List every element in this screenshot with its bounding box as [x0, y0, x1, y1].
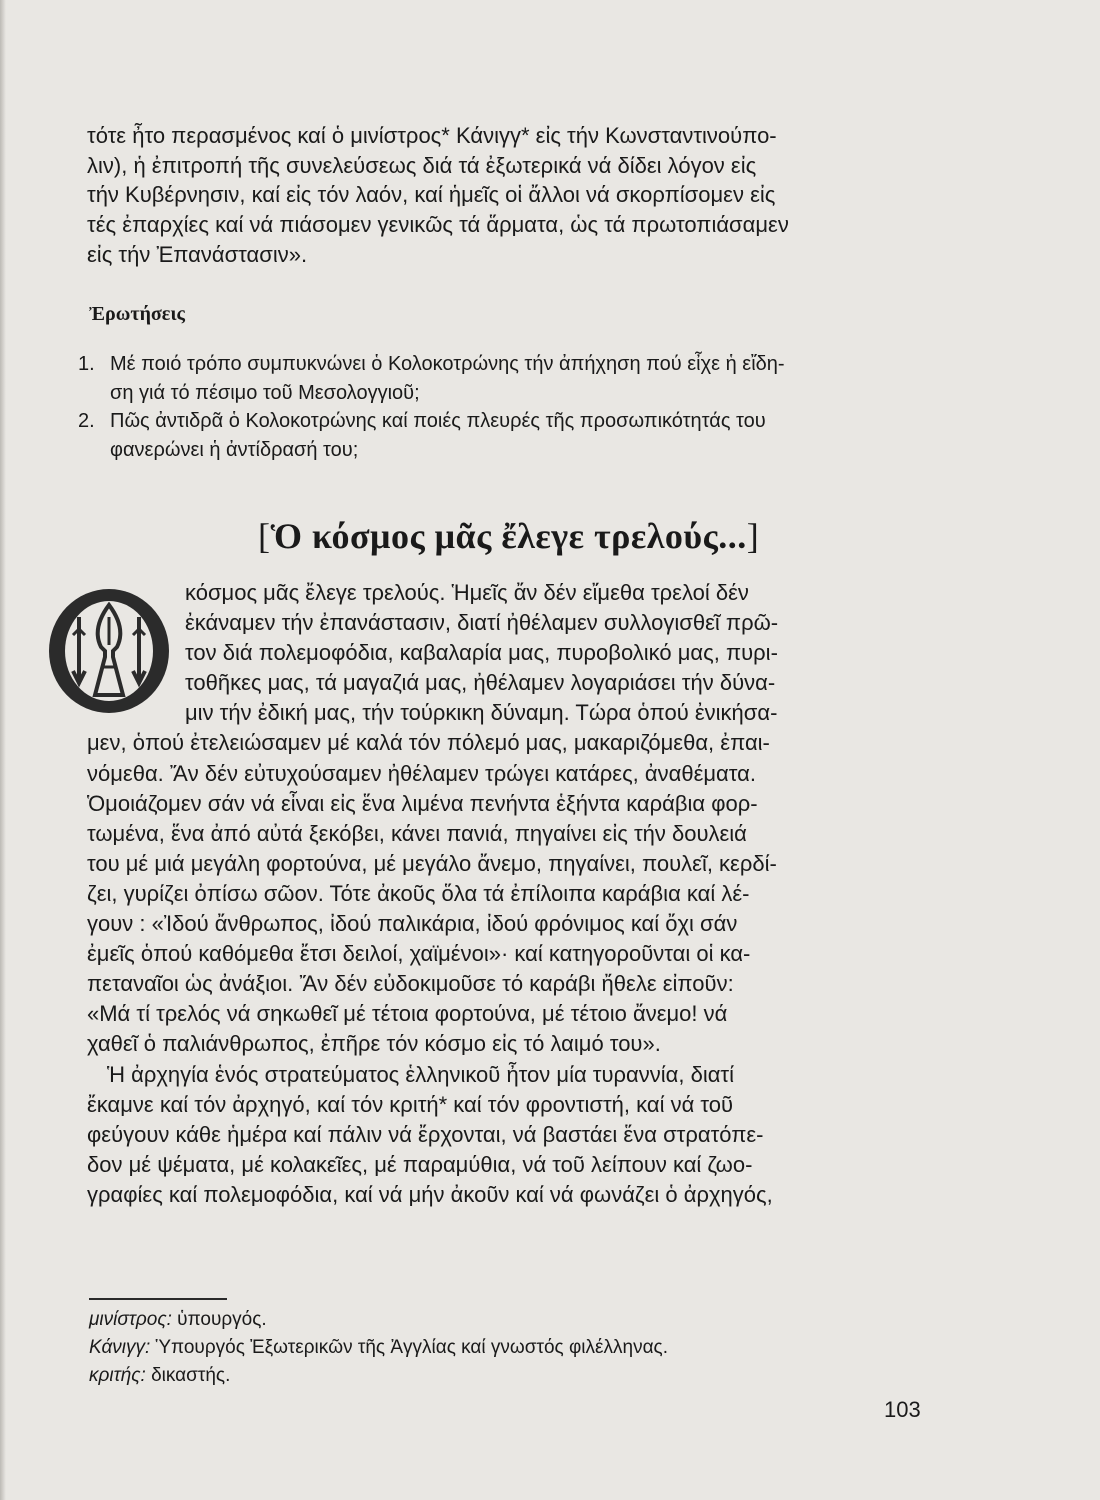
text-line: νόμεθα. Ἄν δέν εὐτυχούσαμεν ἠθέλαμεν τρώγει κατάρες, ἀναθέματα.: [87, 760, 756, 786]
question-line: φανερώνει ἡ ἀντίδρασή του;: [110, 438, 359, 461]
text-line: λιν), ἡ ἐπιτροπή τῆς συνελεύσεως διά τά ἐξωτερικά νά δίδει λόγον εἰς: [87, 152, 757, 178]
questions-heading: Ἐρωτήσεις: [89, 303, 185, 325]
text-line: ἐκάναμεν τήν ἐπανάστασιν, διατί ἠθέλαμεν συλλογισθεῖ πρῶ-: [185, 610, 779, 636]
footnote: [89, 1334, 668, 1362]
binding-shadow: [0, 0, 6, 1500]
footnotes: [89, 1306, 668, 1390]
text-line: ἐμεῖς ὁπού καθόμεθα ἔτσι δειλοί, χαϊμένοι»· καί κατηγοροῦνται οἱ κα-: [87, 941, 751, 967]
section-title-text: Ὁ κόσμος μᾶς ἔλεγε τρελούς...: [270, 516, 747, 556]
section-title: [258, 515, 759, 557]
text-line: Ἡ ἀρχηγία ἑνός στρατεύματος ἑλληνικοῦ ἦτον μία τυραννία, διατί: [107, 1061, 735, 1087]
text-line: εἰς τήν Ἐπανάστασιν».: [87, 241, 308, 267]
text-line: ζει, γυρίζει ὀπίσω σῶον. Τότε ἀκοῦς ὅλα τά ἐπίλοιπα καράβια καί λέ-: [87, 880, 750, 906]
text-line: χαθεῖ ὁ παλιάνθρωπος, ἐπῆρε τόν κόσμο εἰς τό λαιμό του».: [87, 1031, 661, 1057]
text-line: γουν : «Ἰδού ἄνθρωπος, ἰδού παλικάρια, ἰδού φρόνιμος καί ὄχι σάν: [87, 911, 738, 937]
text-line: μιν τήν ἐδική μας, τήν τούρκικη δύναμη. Τώρα ὁπού ἐνικήσα-: [185, 700, 778, 726]
text-line: πεταναῖοι ὡς ἀνάξιοι. Ἄν δέν εὐδοκιμοῦσε τό καράβι ἤθελε εἰποῦν:: [87, 971, 734, 997]
text-line: τοθῆκες μας, τά μαγαζιά μας, ἠθέλαμεν λογαριάσει τήν δύνα-: [185, 670, 776, 696]
question-line: Πῶς ἀντιδρᾶ ὁ Κολοκοτρώνης καί ποιές πλευρές τῆς προσωπικότητάς του: [110, 410, 766, 432]
section-body: [87, 578, 939, 1210]
bracket-close: ]: [746, 516, 760, 556]
question-line: Μέ ποιό τρόπο συμπυκνώνει ὁ Κολοκοτρώνης τήν ἀπήχηση πού εἶχε ἡ εἴδη-: [110, 353, 785, 375]
text-line: τές ἐπαρχίες καί νά πιάσομεν γενικῶς τά ἅρματα, ὡς τά πρωτοπιάσαμεν: [87, 212, 789, 238]
question-number: 1.: [78, 353, 95, 375]
text-line: τωμένα, ἕνα ἀπό αὐτά ξεκόβει, κάνει πανιά, πηγαίνει εἰς τήν δουλειά: [87, 820, 747, 846]
text-line: του μέ μιά μεγάλη φορτούνα, μέ μεγάλο ἄνεμο, πηγαίνει, πουλεῖ, κερδί-: [87, 850, 777, 876]
question-item: [78, 407, 948, 464]
footnote-term: κριτής:: [89, 1365, 146, 1386]
text-line: τον διά πολεμοφόδια, καβαλαρία μας, πυροβολικό μας, πυρι-: [185, 640, 778, 666]
footnote-definition: δικαστής.: [151, 1365, 231, 1386]
questions-list: [78, 350, 948, 464]
text-line: δον μέ ψέματα, μέ κολακεῖες, μέ παραμύθια, νά τοῦ λείπουν καί ζωο-: [87, 1151, 753, 1177]
footnote: [89, 1306, 668, 1334]
question-line: ση γιά τό πέσιμο τοῦ Μεσολογγιοῦ;: [110, 381, 420, 404]
text-line: Ὁμοιάζομεν σάν νά εἶναι εἰς ἕνα λιμένα πενήντα ἑξήντα καράβια φορ-: [87, 790, 758, 816]
text-line: «Μά τί τρελός νά σηκωθεῖ μέ τέτοια φορτούνα, μέ τέτοιο ἄνεμο! νά: [87, 1001, 728, 1027]
text-line: κόσμος μᾶς ἔλεγε τρελούς. Ἡμεῖς ἄν δέν εἴμεθα τρελοί δέν: [185, 580, 749, 605]
question-item: [78, 350, 948, 407]
bracket-open: [: [258, 516, 271, 556]
footnote-term: Κάνιγγ:: [89, 1337, 151, 1358]
footnote-definition: Ὑπουργός Ἐξωτερικῶν τῆς Ἀγγλίας καί γνωστός φιλέλληνας.: [155, 1337, 668, 1358]
footnote-divider: [89, 1298, 227, 1300]
footnote: [89, 1362, 668, 1390]
intro-paragraph: [87, 121, 939, 270]
question-number: 2.: [78, 410, 95, 432]
text-line: ἔκαμνε καί τόν ἀρχηγό, καί τόν κριτή* καί τόν φροντιστή, καί νά τοῦ: [87, 1091, 734, 1117]
footnote-definition: ὑπουργός.: [177, 1309, 267, 1330]
text-line: τότε ἦτο περασμένος καί ὁ μινίστρος* Κάνιγγ* εἰς τήν Κωνσταντινούπο-: [87, 123, 777, 148]
footnote-term: μινίστρος:: [89, 1309, 172, 1330]
text-line: φεύγουν κάθε ἡμέρα καί πάλιν νά ἔρχονται, νά βαστάει ἕνα στρατόπε-: [87, 1121, 764, 1147]
page-number: 103: [884, 1397, 921, 1422]
text-line: τήν Κυβέρνησιν, καί εἰς τόν λαόν, καί ἡμεῖς οἱ ἄλλοι νά σκορπίσομεν εἰς: [87, 182, 776, 208]
text-line: μεν, ὁπού ἐτελειώσαμεν μέ καλά τόν πόλεμό μας, μακαριζόμεθα, ἐπαι-: [87, 730, 770, 756]
text-line: γραφίες καί πολεμοφόδια, καί νά μήν ἀκοῦν καί νά φωνάζει ὁ ἀρχηγός,: [87, 1181, 773, 1207]
